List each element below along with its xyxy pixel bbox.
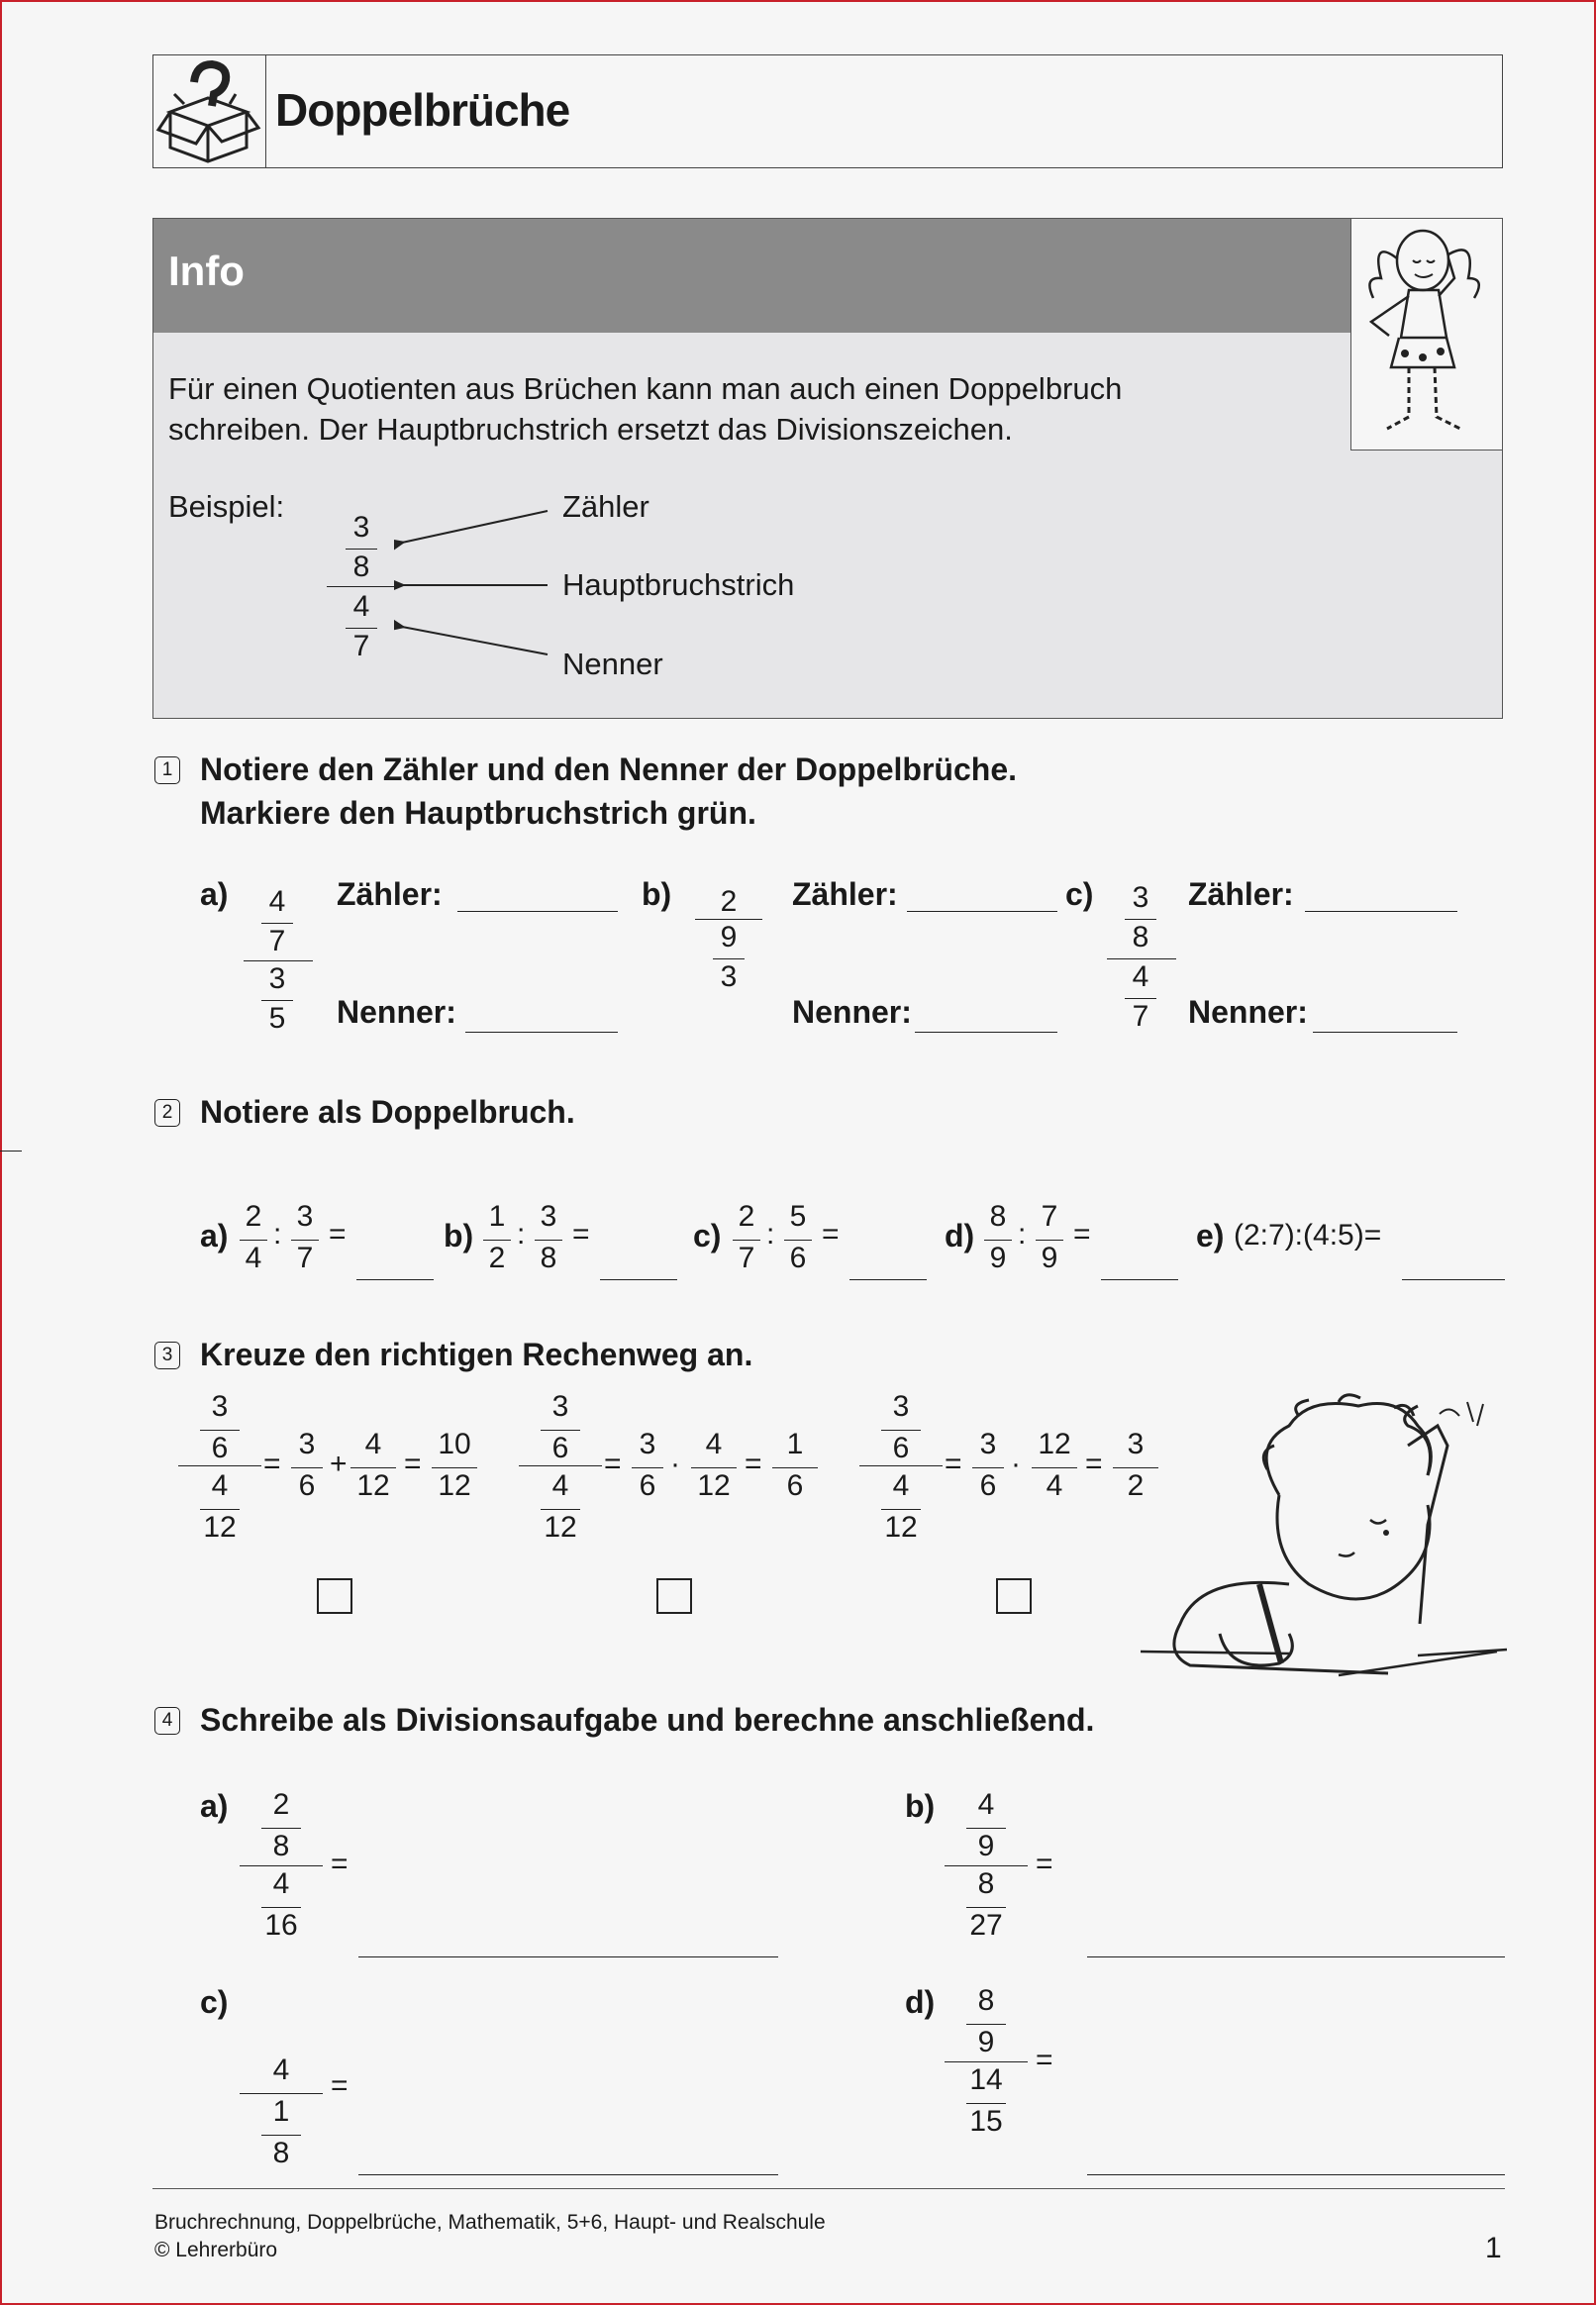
example-arrows	[394, 495, 562, 673]
fraction-bar	[784, 1240, 812, 1241]
denominator: 15	[969, 2105, 1003, 2138]
task2-item-label: c)	[693, 1218, 722, 1253]
example-double-fraction	[327, 507, 396, 665]
task-number: 2	[154, 1099, 180, 1127]
task4-answer-line[interactable]	[1087, 2151, 1505, 2175]
task4-item-label: b)	[905, 1788, 936, 1824]
numerator: 10	[438, 1428, 471, 1460]
question-box-icon	[152, 54, 266, 168]
task1-a-nenner-answer-line[interactable]	[465, 1000, 618, 1033]
info-heading: Info	[168, 248, 245, 294]
example-label: Beispiel:	[168, 489, 285, 524]
denominator: 6	[979, 1469, 997, 1502]
task2-answer-line[interactable]	[849, 1250, 927, 1280]
numerator: 4	[272, 1867, 290, 1900]
numerator: 4	[268, 885, 286, 918]
task2-answer-line[interactable]	[600, 1250, 677, 1280]
equals-sign: =	[822, 1218, 840, 1251]
task-number: 1	[154, 756, 180, 784]
fraction-bar	[291, 1240, 319, 1241]
denominator: 12	[544, 1511, 577, 1544]
task1-b-zaehler-label: Zähler:	[792, 876, 898, 912]
main-fraction-bar	[327, 586, 396, 587]
fraction-bar	[984, 1240, 1012, 1241]
numerator: 4	[272, 2054, 290, 2086]
example-numerator-top: 3	[352, 511, 370, 544]
fraction-bar	[541, 1509, 580, 1510]
denominator: 8	[1132, 921, 1149, 953]
task1-b-label: b)	[642, 876, 672, 912]
colon: :	[1018, 1218, 1027, 1251]
task4-item-label: a)	[200, 1788, 229, 1824]
fraction-bar	[881, 1509, 921, 1510]
fraction-bar	[1125, 998, 1156, 999]
numerator: 8	[977, 1867, 995, 1900]
footer-line1: Bruchrechnung, Doppelbrüche, Mathematik, 5+6, Haupt- und Realschule	[154, 2211, 826, 2234]
example-denominator-bottom: 7	[352, 630, 370, 662]
denominator: 12	[697, 1469, 731, 1502]
task1-instruction-line1: Notiere den Zähler und den Nenner der Doppelbrüche.	[200, 752, 1017, 787]
task1-a-zaehler-label: Zähler:	[337, 876, 443, 912]
example-denominator-top: 8	[352, 551, 370, 583]
numerator: 4	[892, 1469, 910, 1502]
task4-answer-line[interactable]	[358, 2151, 778, 2175]
task1-b-double-fraction	[693, 879, 764, 1008]
option1-checkbox[interactable]	[317, 1578, 352, 1614]
fraction-bar	[350, 1467, 396, 1468]
task2-e-expression: (2:7):(4:5)=	[1234, 1219, 1382, 1252]
task4-instruction: Schreibe als Divisionsaufgabe und berechne anschließend.	[200, 1702, 1095, 1738]
fraction-bar	[966, 2024, 1006, 2025]
equals-sign: =	[1036, 2044, 1053, 2076]
denominator: 7	[738, 1242, 755, 1274]
numerator: 3	[979, 1428, 997, 1460]
task4-item-label: d)	[905, 1984, 936, 2020]
fraction-bar	[966, 2103, 1006, 2104]
fraction-bar	[261, 1907, 301, 1908]
task2-item-label: a)	[200, 1218, 229, 1253]
fraction-bar	[1036, 1240, 1063, 1241]
fraction-bar	[200, 1509, 240, 1510]
denominator: 12	[438, 1469, 471, 1502]
example-numerator-bottom: 4	[352, 590, 370, 623]
fraction-bar	[691, 1467, 737, 1468]
denominator: 6	[892, 1432, 910, 1464]
denominator: 9	[977, 1830, 995, 1862]
task1-a-label: a)	[200, 876, 229, 912]
page-title: Doppelbrüche	[275, 84, 570, 136]
denominator: 7	[268, 925, 286, 957]
fraction-bar	[483, 1240, 511, 1241]
denominator: 8	[272, 2137, 290, 2169]
numerator: 1	[786, 1428, 804, 1460]
fraction-bar	[261, 1000, 293, 1001]
numerator: 3	[298, 1428, 316, 1460]
task1-c-double-fraction	[1105, 879, 1176, 1038]
numerator: 8	[977, 1984, 995, 2017]
denominator: 12	[884, 1511, 918, 1544]
fraction-bar	[972, 1467, 1004, 1468]
task2-instruction: Notiere als Doppelbruch.	[200, 1094, 575, 1130]
main-fraction-bar	[240, 1865, 323, 1866]
equals-sign: =	[404, 1448, 422, 1480]
numerator: 4	[211, 1469, 229, 1502]
denominator: 9	[989, 1242, 1007, 1274]
numerator: 3	[639, 1428, 656, 1460]
denominator: 2	[1127, 1469, 1145, 1502]
denominator: 4	[245, 1242, 262, 1274]
operator: +	[330, 1448, 348, 1480]
footer-copyright: © Lehrerbüro	[154, 2239, 278, 2261]
equals-sign: =	[604, 1448, 622, 1480]
fraction-bar	[881, 1430, 921, 1431]
task-number: 4	[154, 1707, 180, 1735]
numerator: 2	[272, 1788, 290, 1821]
denominator: 27	[969, 1909, 1003, 1942]
fraction-bar	[240, 1240, 267, 1241]
task1-c-nenner-answer-line[interactable]	[1313, 1000, 1457, 1033]
denominator: 8	[540, 1242, 557, 1274]
numerator: 2	[720, 885, 738, 918]
info-text-line1: Für einen Quotienten aus Brüchen kann man auch einen Doppelbruch	[168, 371, 1123, 406]
fraction-bar	[432, 1467, 477, 1468]
numerator: 8	[989, 1200, 1007, 1233]
numerator: 12	[1038, 1428, 1071, 1460]
fraction-bar	[346, 628, 377, 629]
numerator: 4	[977, 1788, 995, 1821]
task2-answer-line[interactable]	[1101, 1250, 1178, 1280]
numerator: 3	[551, 1390, 569, 1423]
fraction-bar	[261, 1828, 301, 1829]
denominator: 8	[272, 1830, 290, 1862]
option3-checkbox[interactable]	[996, 1578, 1032, 1614]
numerator: 3	[268, 962, 286, 995]
equals-sign: =	[745, 1448, 762, 1480]
task1-a-zaehler-answer-line[interactable]	[457, 879, 618, 912]
fraction-bar	[541, 1430, 580, 1431]
task3-instruction: Kreuze den richtigen Rechenweg an.	[200, 1337, 753, 1372]
denominator: 4	[1046, 1469, 1063, 1502]
fraction-bar	[1125, 919, 1156, 920]
numerator: 3	[211, 1390, 229, 1423]
task1-a-nenner-label: Nenner:	[337, 994, 456, 1030]
fraction-bar	[713, 958, 745, 959]
colon: :	[517, 1218, 526, 1251]
task1-instruction-line2: Markiere den Hauptbruchstrich grün.	[200, 795, 756, 831]
colon: :	[766, 1218, 775, 1251]
numerator: 3	[892, 1390, 910, 1423]
task1-c-nenner-label: Nenner:	[1188, 994, 1308, 1030]
task1-c-zaehler-label: Zähler:	[1188, 876, 1294, 912]
task4-answer-line[interactable]	[1087, 1933, 1505, 1957]
task4-answer-line[interactable]	[358, 1933, 778, 1957]
footer-divider	[152, 2188, 1505, 2189]
task2-item-label: b)	[444, 1218, 474, 1253]
denominator: 16	[264, 1909, 298, 1942]
denominator: 2	[488, 1242, 506, 1274]
equals-sign: =	[329, 1218, 347, 1251]
task2-answer-line[interactable]	[356, 1250, 434, 1280]
numerator: 4	[551, 1469, 569, 1502]
main-fraction-bar	[945, 1865, 1028, 1866]
numerator: 1	[488, 1200, 506, 1233]
fraction-bar	[346, 549, 377, 550]
task1-a-double-fraction	[242, 879, 313, 1038]
denominator: 9	[1041, 1242, 1058, 1274]
task1-b-nenner-answer-line[interactable]	[915, 1000, 1057, 1033]
main-fraction-bar	[695, 919, 762, 920]
fraction-bar	[632, 1467, 663, 1468]
fraction-bar	[535, 1240, 562, 1241]
denominator: 6	[789, 1242, 807, 1274]
denominator: 6	[786, 1469, 804, 1502]
main-fraction-bar	[859, 1465, 943, 1466]
fraction-bar	[966, 1907, 1006, 1908]
denominator: 12	[203, 1511, 237, 1544]
colon: :	[273, 1218, 282, 1251]
numerator: 3	[1132, 881, 1149, 914]
main-fraction-bar	[945, 2061, 1028, 2062]
equals-sign: =	[331, 2069, 349, 2102]
task1-b-nenner-label: Nenner:	[792, 994, 912, 1030]
thinking-boy-illustration	[1141, 1386, 1507, 1693]
operator: ·	[1011, 1448, 1021, 1480]
numerator: 4	[364, 1428, 382, 1460]
task2-item-label: d)	[945, 1218, 975, 1253]
numerator: 4	[705, 1428, 723, 1460]
equals-sign: =	[1085, 1448, 1103, 1480]
numerator: 3	[1127, 1428, 1145, 1460]
denominator: 5	[268, 1002, 286, 1035]
main-fraction-bar	[178, 1465, 261, 1466]
numerator: 4	[1132, 960, 1149, 993]
task1-c-zaehler-answer-line[interactable]	[1305, 879, 1457, 912]
numerator: 3	[540, 1200, 557, 1233]
fraction-bar	[733, 1240, 760, 1241]
option2-checkbox[interactable]	[656, 1578, 692, 1614]
operator: ·	[670, 1448, 680, 1480]
denominator: 6	[298, 1469, 316, 1502]
equals-sign: =	[945, 1448, 962, 1480]
task2-e-label: e)	[1196, 1218, 1225, 1253]
denominator: 6	[551, 1432, 569, 1464]
fraction-bar	[966, 1828, 1006, 1829]
task1-b-zaehler-answer-line[interactable]	[907, 879, 1057, 912]
denominator: 7	[1132, 1000, 1149, 1033]
denominator: 3	[720, 960, 738, 993]
task-number: 3	[154, 1342, 180, 1369]
numerator: 1	[272, 2095, 290, 2128]
numerator: 14	[969, 2063, 1003, 2096]
equals-sign: =	[331, 1848, 349, 1880]
numerator: 2	[245, 1200, 262, 1233]
main-fraction-bar	[1107, 958, 1176, 959]
denominator: 6	[639, 1469, 656, 1502]
info-text-line2: schreiben. Der Hauptbruchstrich ersetzt das Divisionszeichen.	[168, 412, 1013, 447]
label-hauptbruchstrich: Hauptbruchstrich	[562, 567, 795, 602]
fold-mark	[0, 1151, 22, 1152]
equals-sign: =	[572, 1218, 590, 1251]
fraction-bar	[200, 1430, 240, 1431]
fraction-bar	[261, 2135, 301, 2136]
fraction-bar	[1032, 1467, 1077, 1468]
denominator: 6	[211, 1432, 229, 1464]
numerator: 2	[738, 1200, 755, 1233]
numerator: 5	[789, 1200, 807, 1233]
fraction-bar	[772, 1467, 818, 1468]
denominator: 9	[977, 2026, 995, 2058]
info-text	[168, 368, 1337, 450]
task1-c-label: c)	[1065, 876, 1094, 912]
task4-item-label: c)	[200, 1984, 229, 2020]
denominator: 9	[720, 921, 738, 953]
denominator: 7	[296, 1242, 314, 1274]
fraction-bar	[291, 1467, 323, 1468]
numerator: 3	[296, 1200, 314, 1233]
main-fraction-bar	[240, 2093, 323, 2094]
label-zaehler: Zähler	[562, 489, 649, 524]
thinking-girl-illustration	[1350, 218, 1503, 451]
equals-sign: =	[263, 1448, 281, 1480]
task2-e-answer-line[interactable]	[1402, 1250, 1505, 1280]
equals-sign: =	[1036, 1848, 1053, 1880]
fraction-bar	[261, 923, 293, 924]
info-header	[153, 219, 1350, 333]
label-nenner: Nenner	[562, 647, 663, 681]
main-fraction-bar	[244, 960, 313, 961]
equals-sign: =	[1073, 1218, 1091, 1251]
numerator: 7	[1041, 1200, 1058, 1233]
denominator: 12	[356, 1469, 390, 1502]
footer-text	[154, 2209, 826, 2264]
page-number: 1	[1485, 2232, 1502, 2264]
main-fraction-bar	[519, 1465, 602, 1466]
